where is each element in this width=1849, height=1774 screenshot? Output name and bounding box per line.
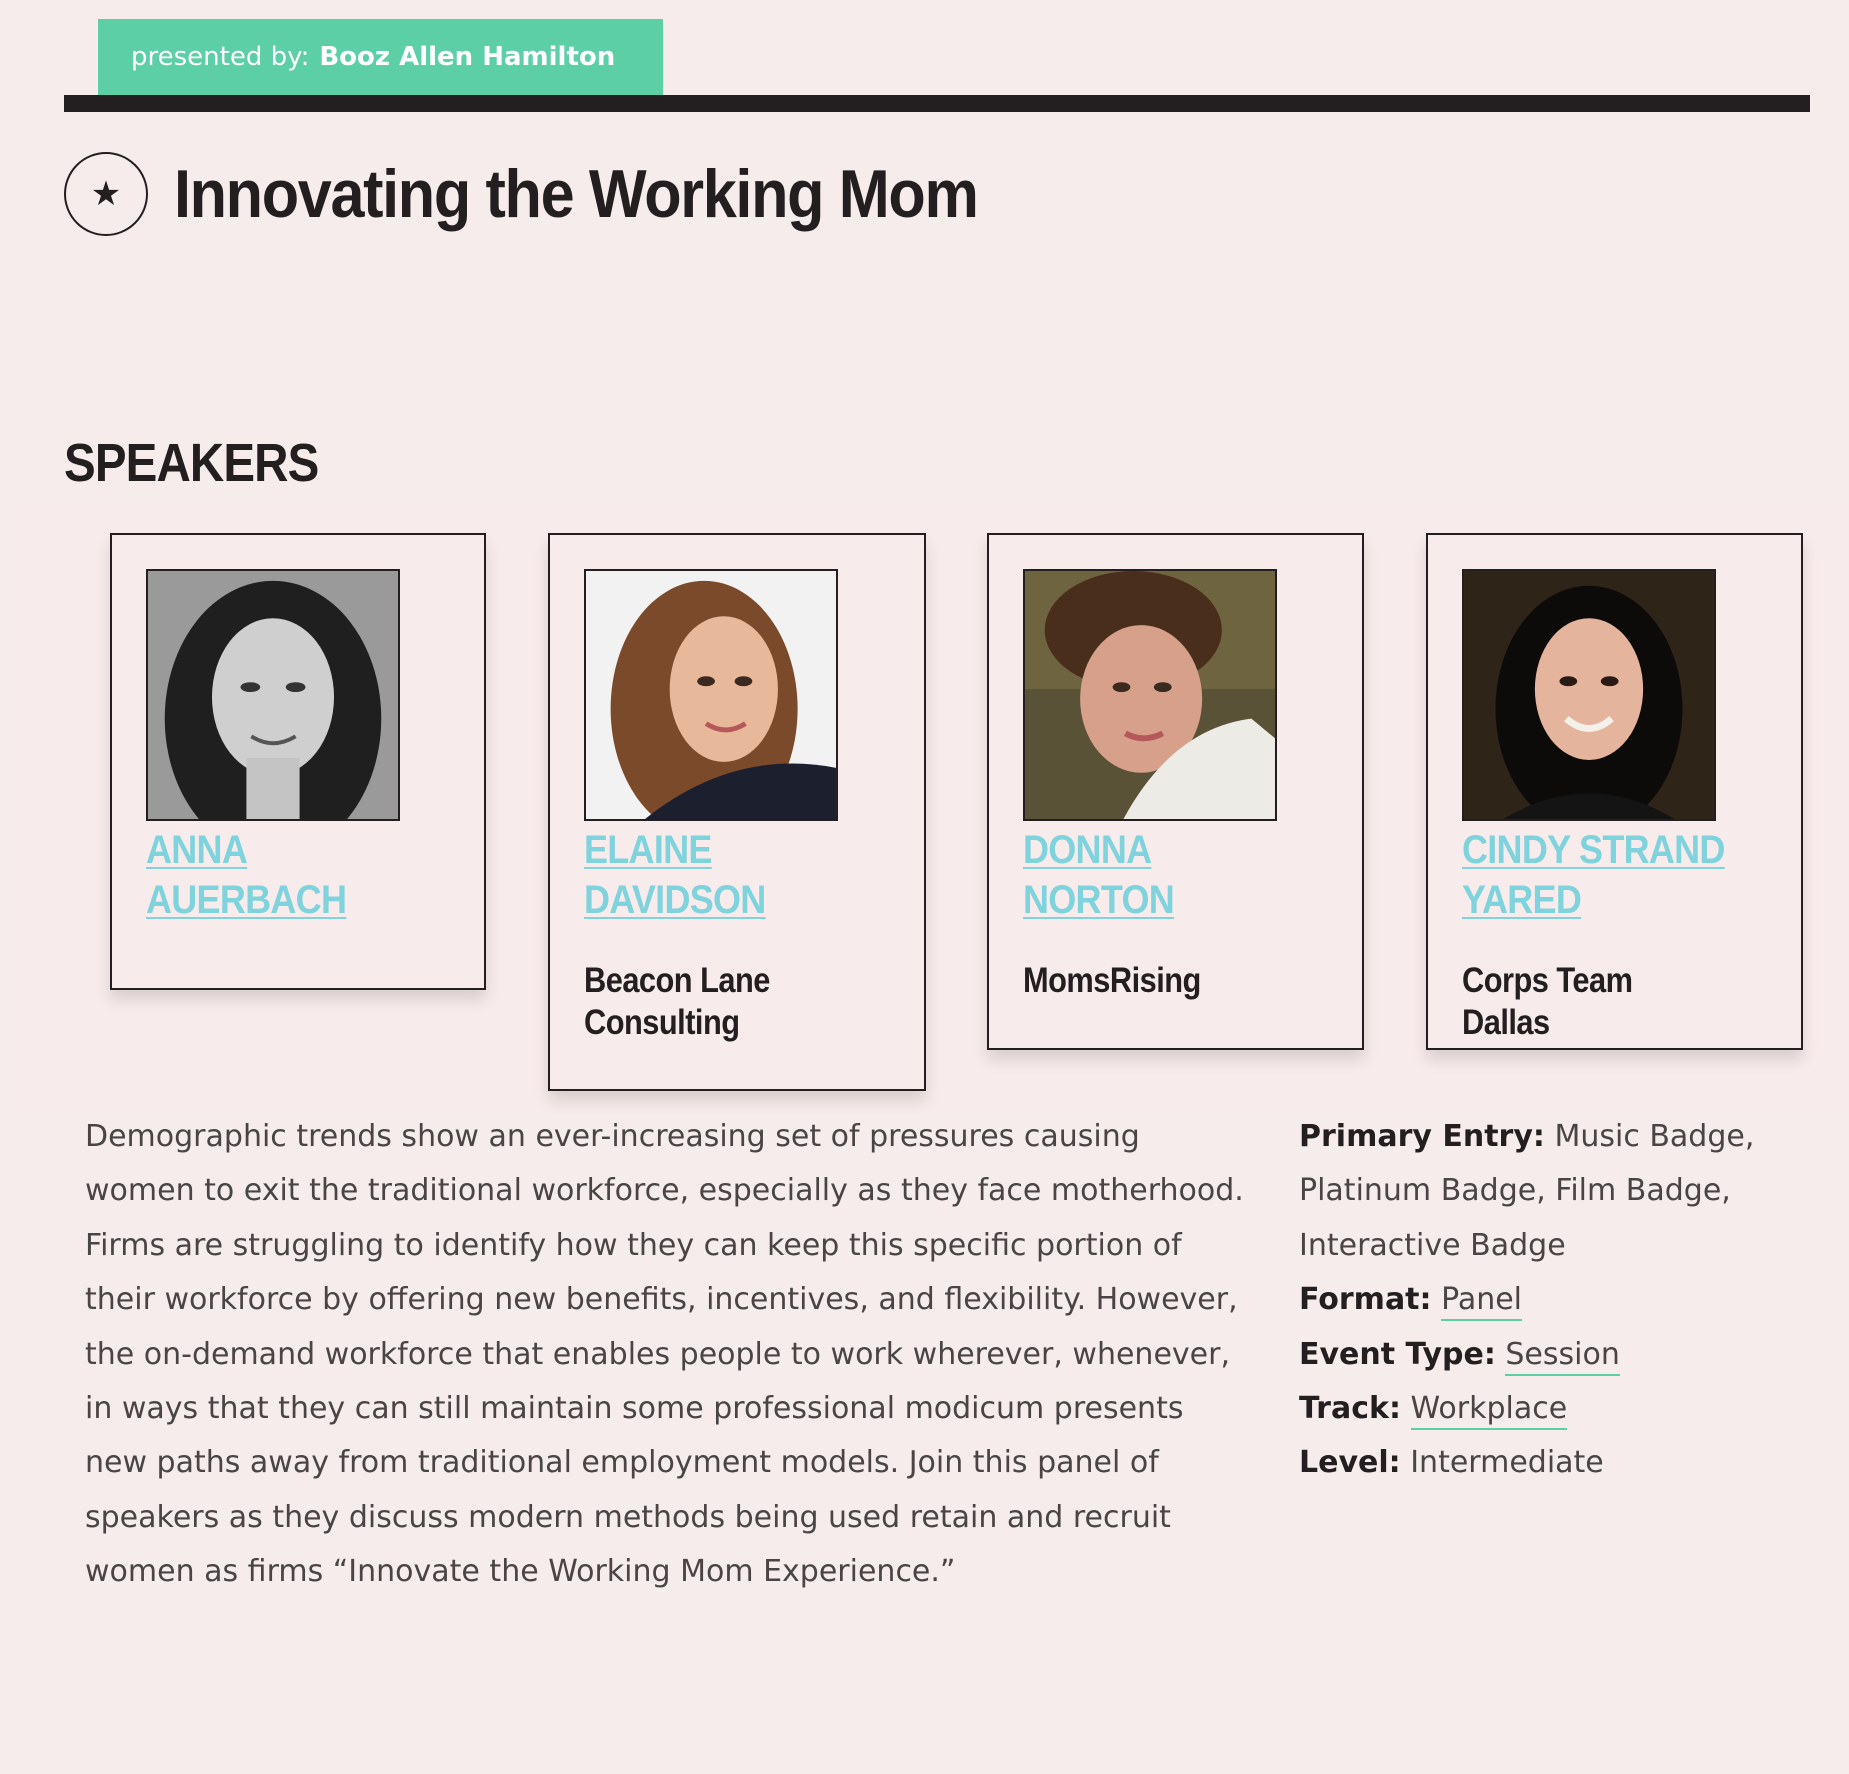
speaker-portrait xyxy=(1464,571,1714,819)
speaker-last-name: NORTON xyxy=(1023,878,1175,922)
sponsor-prefix: presented by: xyxy=(131,42,310,72)
track-link[interactable]: Workplace xyxy=(1411,1391,1568,1430)
speaker-first-name: CINDY STRAND xyxy=(1462,828,1725,872)
level-value: Intermediate xyxy=(1410,1445,1604,1481)
sponsor-banner xyxy=(98,19,663,95)
level-row xyxy=(1299,1436,1819,1490)
speaker-company: MomsRising xyxy=(1023,961,1201,1000)
session-title: Innovating the Working Mom xyxy=(174,156,978,232)
speaker-first-name: ELAINE xyxy=(584,828,712,872)
speaker-photo[interactable] xyxy=(1462,569,1716,821)
primary-entry-row xyxy=(1299,1110,1819,1273)
format-row xyxy=(1299,1273,1819,1327)
track-row xyxy=(1299,1382,1819,1436)
header-divider xyxy=(64,95,1810,112)
speaker-name-link[interactable] xyxy=(584,825,881,925)
format-label: Format: xyxy=(1299,1282,1432,1318)
speaker-portrait xyxy=(586,571,836,819)
speaker-company: Corps Team Dallas xyxy=(1462,961,1633,1042)
speaker-company: Beacon Lane Consulting xyxy=(584,961,770,1042)
speaker-first-name: ANNA xyxy=(146,828,248,872)
speaker-card xyxy=(987,533,1364,1050)
event-type-link[interactable]: Session xyxy=(1505,1337,1619,1376)
event-type-row xyxy=(1299,1328,1819,1382)
primary-entry-value: Music Badge, Platinum Badge, Film Badge, Interactive Badge xyxy=(1299,1119,1755,1263)
speaker-first-name: DONNA xyxy=(1023,828,1152,872)
level-label: Level: xyxy=(1299,1445,1401,1481)
speaker-photo[interactable] xyxy=(584,569,838,821)
session-details xyxy=(1299,1110,1819,1491)
speaker-portrait xyxy=(1025,571,1275,819)
session-description: Demographic trends show an ever-increasing set of pressures causing women to exit the traditional workforce, especially as they face motherhood. Firms are struggling to identify how they can keep this specific portion of their workforce by offering new benefits, incentives, and flexibility. However, the on-demand workforce that enables people to work wherever, whenever, in ways that they can still maintain some professional modicum presents new paths away from traditional employment models. Join this panel of speakers as they discuss modern methods being used retain and recruit women as firms “Innovate the Working Mom Experience.” xyxy=(85,1119,1244,1590)
format-link[interactable]: Panel xyxy=(1441,1282,1522,1321)
speaker-last-name: YARED xyxy=(1462,878,1582,922)
speaker-last-name: AUERBACH xyxy=(146,878,347,922)
speaker-photo[interactable] xyxy=(146,569,400,821)
star-icon: ★ xyxy=(90,175,122,213)
speaker-name-link[interactable] xyxy=(146,825,443,925)
speaker-card xyxy=(1426,533,1803,1050)
event-type-label: Event Type: xyxy=(1299,1336,1496,1372)
speaker-photo[interactable] xyxy=(1023,569,1277,821)
track-label: Track: xyxy=(1299,1391,1401,1427)
speaker-portrait xyxy=(148,571,398,819)
speaker-card xyxy=(110,533,486,990)
sponsor-name: Booz Allen Hamilton xyxy=(319,42,616,72)
speaker-last-name: DAVIDSON xyxy=(584,878,766,922)
speakers-heading: SPEAKERS xyxy=(64,433,319,493)
favorite-button[interactable] xyxy=(64,152,148,236)
speaker-name-link[interactable] xyxy=(1462,825,1759,925)
session-header xyxy=(64,152,1067,236)
speaker-card xyxy=(548,533,926,1091)
speaker-name-link[interactable] xyxy=(1023,825,1320,925)
primary-entry-label: Primary Entry: xyxy=(1299,1119,1545,1154)
